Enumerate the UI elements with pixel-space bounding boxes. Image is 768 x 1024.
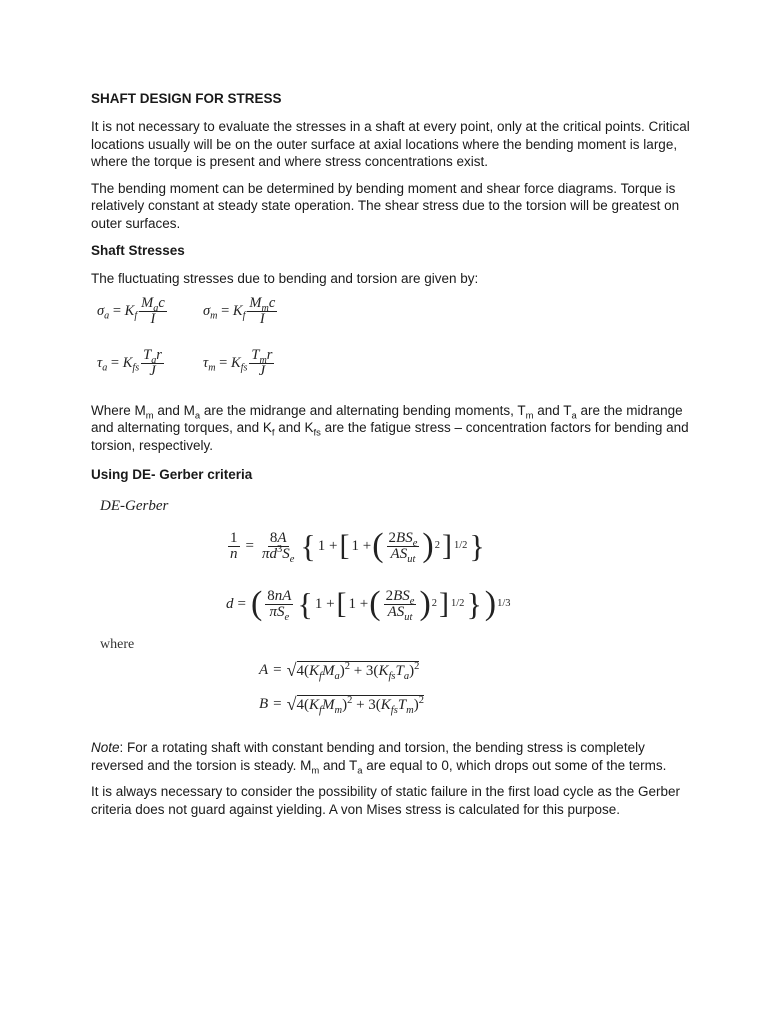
stresses-intro: The fluctuating stresses due to bending and torsion are given by:	[91, 271, 479, 286]
document-page	[91, 90, 691, 827]
final-paragraph: It is always necessary to consider the possibility of static failure in the first load cycle as the Gerber criteria does not guard against yielding. A von Mises stress is calculated for this purpose.	[91, 784, 681, 817]
section-heading-shaft-stresses: Shaft Stresses	[91, 243, 185, 258]
definitions-paragraph: Where $M_m$ and $M_a$ are the midrange and alternating bending moments, $T_m$ and $T_a$ are the midrange and alternating torques, and $K_f$ and $K_{fs}$ are the fatigue stress – concentration factors for bending and torsion, respectively.	[91, 402, 689, 453]
intro-paragraph-2: The bending moment can be determined by bending moment and shear force diagrams. Torque is relatively constant at steady state operation. The shear stress due to the torsion will be greatest on outer surfaces.	[91, 180, 680, 231]
ab-definitions: A = √ $4(K_fM_a)^2 + 3(K_{fs}T_a)^2$ B = √ $4(K_fM_m)^2 + 3(K_{fs}T_m)^2$	[259, 659, 424, 716]
note-paragraph: Note: For a rotating shaft with constant bending and torsion, the bending stress is completely reversed and the torsion is steady. $M_m$ and $T_a$ are equal to 0, which drops out some of the terms.	[91, 740, 667, 777]
intro-paragraph-1: It is not necessary to evaluate the stresses in a shaft at every point, only at the critical points. Critical locations usually will be on the outer surface at axial locations where the bending moment is large, where the torque is present and where stress concentrations exist.	[91, 119, 690, 169]
where-label: where	[100, 637, 135, 652]
page-title: SHAFT DESIGN FOR STRESS	[91, 91, 282, 106]
criteria-label: DE-Gerber	[100, 498, 169, 514]
gerber-equations: $\frac{1}{n}$ = $\frac{8A}{\pi d^3S_e}$ { 1 + [ 1 + ( $\frac{2BS_e}{AS_{ut}}$ ) 2 ] 1/2 } d = ( $\frac{8nA}{\pi S_e}$ { 1 + [ 1 + ( $\frac{2BS_e}{AS_{ut}}$ ) 2 ] 1/2 } ) 1/3	[226, 527, 511, 623]
section-heading-gerber: Using DE- Gerber criteria	[91, 467, 253, 482]
stress-equations: $\sigma_a = K_f$ $\frac{M_ac}{I}$ $\sigma_m = K_f$ $\frac{M_mc}{I}$ $\tau_a = K_{fs}$ $\frac{T_ar}{J}$ $\tau_m = K_{fs}$ $\frac{T_mr}{J}$	[97, 295, 276, 379]
